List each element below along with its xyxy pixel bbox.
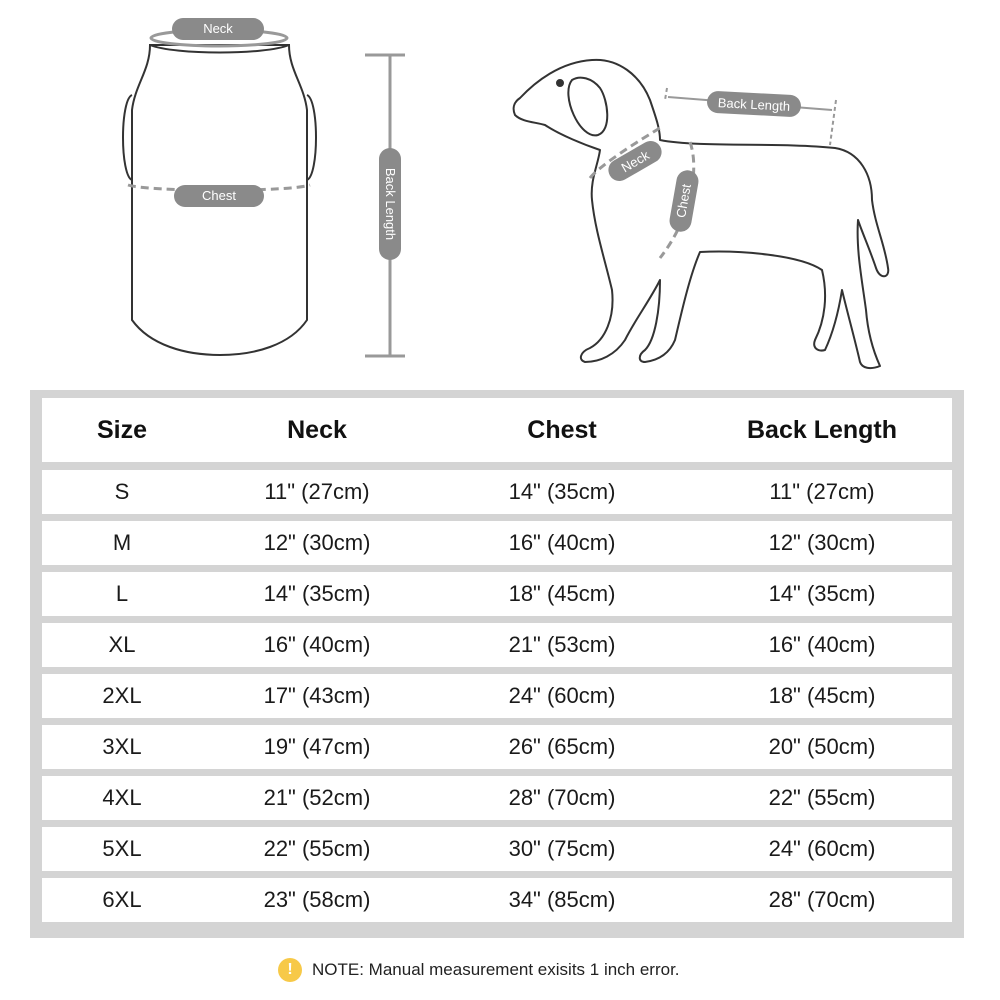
garment-neck-label: Neck xyxy=(203,21,233,36)
neck-cell: 23" (58cm) xyxy=(263,887,371,912)
neck-cell: 12" (30cm) xyxy=(263,530,371,555)
chest-cell: 34" (85cm) xyxy=(508,887,616,912)
size-cell: M xyxy=(112,530,132,555)
back-length-cell: 16" (40cm) xyxy=(768,632,876,657)
back-length-cell: 24" (60cm) xyxy=(768,836,876,861)
garment-chest-label: Chest xyxy=(202,188,236,203)
table-row xyxy=(42,623,952,667)
back-length-cell: 22" (55cm) xyxy=(768,785,876,810)
neck-cell: 22" (55cm) xyxy=(263,836,371,861)
chest-cell: 21" (53cm) xyxy=(508,632,616,657)
neck-cell: 14" (35cm) xyxy=(263,581,371,606)
illustration-svg xyxy=(0,0,1000,380)
dog-back-length-measure xyxy=(665,88,836,145)
dog-back-length-label: Back Length xyxy=(717,95,791,114)
neck-cell: 17" (43cm) xyxy=(263,683,371,708)
size-cell: 3XL xyxy=(102,734,142,759)
table-row xyxy=(42,521,952,565)
table-row xyxy=(42,572,952,616)
chest-cell: 26" (65cm) xyxy=(508,734,616,759)
back-length-cell: 28" (70cm) xyxy=(768,887,876,912)
dog-chest-label: Chest xyxy=(673,182,694,219)
garment-back-length-measure xyxy=(365,55,405,356)
table-row xyxy=(42,878,952,922)
chest-cell: 30" (75cm) xyxy=(508,836,616,861)
exclamation-icon: ! xyxy=(278,958,302,982)
back-length-cell: 18" (45cm) xyxy=(768,683,876,708)
chest-cell: 14" (35cm) xyxy=(508,479,616,504)
dog-neck-label: Neck xyxy=(618,147,652,176)
table-row xyxy=(42,827,952,871)
measurement-illustrations xyxy=(0,0,1000,380)
neck-cell: 11" (27cm) xyxy=(264,479,370,504)
size-table xyxy=(30,390,964,938)
back-length-cell: 12" (30cm) xyxy=(768,530,876,555)
size-cell: 5XL xyxy=(102,836,142,861)
measurement-note xyxy=(278,956,680,984)
header-back-length: Back Length xyxy=(746,415,898,444)
size-cell: 6XL xyxy=(102,887,142,912)
garment-back-length-label: Back Length xyxy=(383,167,398,241)
chest-cell: 16" (40cm) xyxy=(508,530,616,555)
header-chest: Chest xyxy=(527,415,597,444)
header-neck: Neck xyxy=(287,415,347,444)
table-row xyxy=(42,776,952,820)
table-header-row xyxy=(42,398,952,462)
table-row xyxy=(42,674,952,718)
chest-cell: 28" (70cm) xyxy=(508,785,616,810)
back-length-cell: 11" (27cm) xyxy=(769,479,875,504)
size-cell: XL xyxy=(108,632,136,657)
size-cell: 2XL xyxy=(102,683,142,708)
size-cell: L xyxy=(115,581,129,606)
table-row xyxy=(42,725,952,769)
back-length-cell: 14" (35cm) xyxy=(768,581,876,606)
garment-neck-measure xyxy=(151,18,287,46)
size-cell: 4XL xyxy=(102,785,142,810)
note-text: NOTE: Manual measurement exisits 1 inch error. xyxy=(312,960,680,979)
dog-drawing xyxy=(514,60,889,368)
back-length-cell: 20" (50cm) xyxy=(768,734,876,759)
table-row xyxy=(42,470,952,514)
neck-cell: 16" (40cm) xyxy=(263,632,371,657)
chest-cell: 18" (45cm) xyxy=(508,581,616,606)
chest-cell: 24" (60cm) xyxy=(508,683,616,708)
header-size: Size xyxy=(96,415,148,444)
size-cell: S xyxy=(114,479,130,504)
neck-cell: 19" (47cm) xyxy=(263,734,371,759)
neck-cell: 21" (52cm) xyxy=(263,785,371,810)
